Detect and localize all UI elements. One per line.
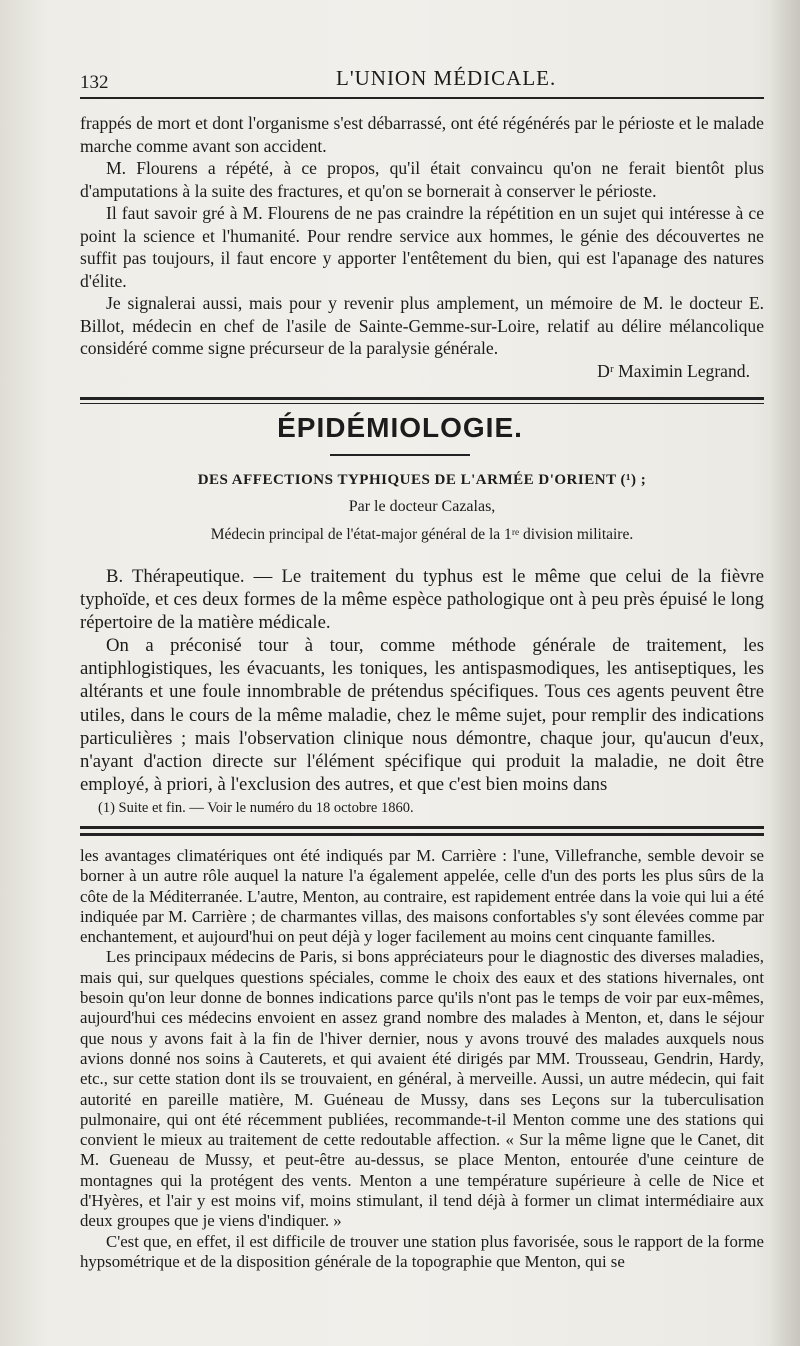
feuilleton-body [80, 846, 764, 1272]
paragraph: Il faut savoir gré à M. Flourens de ne pas craindre la répétition en un sujet qui intéresse à ce point la science et l'humanité. Pour rendre service aux hommes, le génie des découvertes ne suffit pas toujours, il faut encore y apporter l'entêtement du bien, qui est l'apanage des natures d'élite. [80, 203, 764, 291]
page-number: 132 [80, 72, 109, 93]
paragraph: Je signalerai aussi, mais pour y revenir plus amplement, un mémoire de M. le docteur E. Billot, médecin en chef de l'asile de Sainte-Gemme-sur-Loire, relatif au délire mélancolique considéré comme signe précurseur de la paralysie générale. [80, 293, 764, 358]
column-divider-bottom [80, 833, 764, 836]
author-role: Médecin principal de l'état-major général de la 1ʳᵉ division militaire. [210, 526, 634, 543]
header-rule [80, 97, 764, 99]
signature: Dʳ Maximin Legrand. [597, 360, 750, 381]
column-divider-top [80, 826, 764, 829]
paragraph: frappés de mort et dont l'organisme s'est débarrassé, ont été régénérés par le périoste et le malade marche comme avant son accident. [80, 113, 764, 156]
paragraph: C'est que, en effet, il est difficile de trouver une station plus favorisée, sous le rapport de la forme hypsométrique et de la disposition générale de la topographie que Menton, qui se [80, 1231, 764, 1271]
page-edge-shadow [770, 0, 800, 1346]
article-title: DES AFFECTIONS TYPHIQUES DE L'ARMÉE D'ORIENT (¹) ; [197, 472, 647, 488]
title-underline [330, 454, 470, 456]
section-divider-bottom [80, 403, 764, 404]
paragraph: Les principaux médecins de Paris, si bons appréciateurs pour le diagnostic des diverses maladies, mais qui, sur quelques questions spéciales, comme le choix des eaux et des stations hivernales, ont besoin qu'on leur donne de bonnes indications parce qu'ils n'ont pas le temps de voir par eux-mêmes, aujourd'hui ces médecins envoient en assez grand nombre des malades à Menton, et, dans le séjour que nous y avons fait à la fin de l'hiver dernier, nous y avons trouvé des malades auxquels nous avions donné nos soins à Cauterets, et qui avaient été dirigés par MM. Trousseau, Gendrin, Hardy, etc., sur cette station dont ils se trouvaient, en général, à merveille. Aussi, un autre médecin, qui fait autorité en pareille matière, M. Guéneau de Mussy, dans ses Leçons sur la tuberculisation pulmonaire, qui ont été récemment publiées, recommande-t-il Menton comme une des stations qui convient le mieux au traitement de cette redoutable affection. « Sur la même ligne que le Canet, dit M. Gueneau de Mussy, et peut-être au-dessus, se place Menton, entourée d'une ceinture de montagnes qui la protégent des vents. Menton a une température supérieure à celle de Nice et d'Hyères, et l'air y est moins vif, moins stimulant, il tend déjà à former un climat intermédiaire aux deux groupes que je viens d'indiquer. » [80, 947, 764, 1231]
paragraph: M. Flourens a répété, à ce propos, qu'il était convaincu qu'on ne ferait bientôt plus d'amputations à la suite des fractures, et qu'on se bornerait à conserver le périoste. [80, 158, 764, 201]
section-title: ÉPIDÉMIOLOGIE. [277, 412, 523, 443]
article-body [80, 565, 764, 796]
article-byline: Par le docteur Cazalas, [348, 498, 496, 515]
paragraph: B. Thérapeutique. — Le traitement du typhus est le même que celui de la fièvre typhoïde, et ces deux formes de la même espèce pathologique ont à peu près épuisé le long répertoire de la matière médicale. [80, 566, 764, 634]
paragraph: les avantages climatériques ont été indiqués par M. Carrière : l'une, Villefranche, semble devoir se borner à un autre rôle auquel la nature l'a également appelée, celle d'un des ports les plus sûrs de la côte de la Méditerranée. L'autre, Menton, au contraire, est rapidement entrée dans la voie qui lui a été indiquée par M. Carrière ; de charmantes villas, des maisons confortables s'y sont élevées comme par enchantement, et aujourd'hui on peut déjà y loger facilement au moins cent cinquante familles. [80, 846, 764, 947]
running-head: L'UNION MÉDICALE. [336, 66, 557, 90]
page-header [80, 62, 760, 92]
footnote: (1) Suite et fin. — Voir le numéro du 18 octobre 1860. [98, 800, 414, 816]
section-flourens [80, 112, 764, 382]
section-divider-top [80, 397, 764, 400]
paragraph: On a préconisé tour à tour, comme méthode générale de traitement, les antiphlogistiques, les évacuants, les toniques, les antispasmodiques, les antiseptiques, les altérants et une foule innombrable de prétendus spécifiques. Tous ces agents peuvent être utiles, dans le cours de la même maladie, chez le même sujet, pour remplir des indications particulières ; mais l'observation clinique nous démontre, chaque jour, qu'aucun d'eux, n'ayant d'action directe sur l'élément spécifique qui produit la maladie, ne doit être employé, à priori, à l'exclusion des autres, et que c'est bien moins dans [80, 635, 764, 795]
